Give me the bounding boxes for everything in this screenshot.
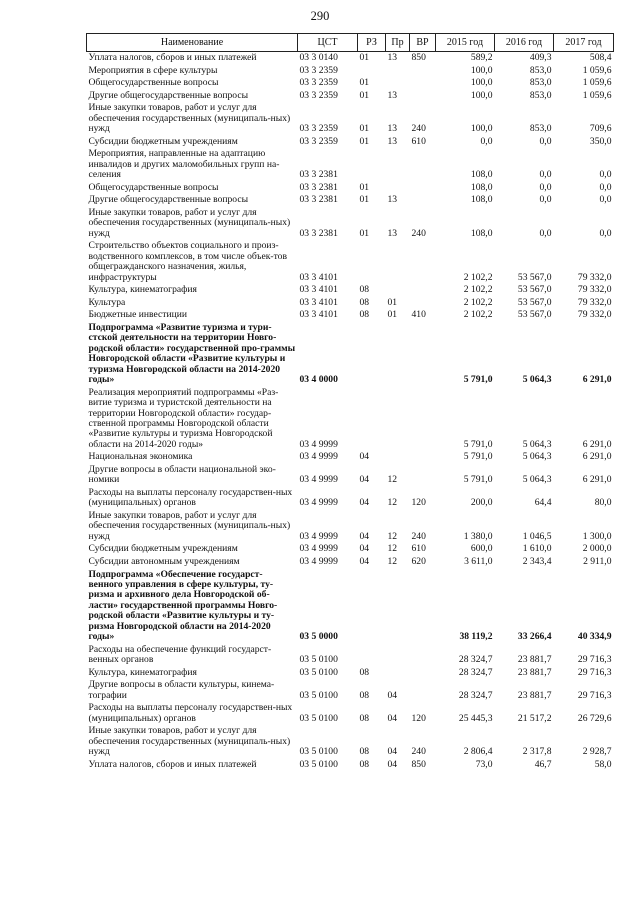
table-row: [87, 666, 614, 679]
table-row: [87, 487, 614, 510]
row-2017: 2 000,0: [582, 543, 612, 555]
row-cst: 03 3 2359: [299, 123, 338, 135]
row-name: Уплата налогов, сборов и иных платежей: [88, 52, 257, 64]
row-2016: 5 064,3: [522, 474, 552, 486]
row-pr: 13: [387, 194, 398, 206]
row-name: Культура: [88, 296, 126, 308]
row-name: Мероприятия в сфере культуры: [88, 64, 218, 76]
row-name: Другие вопросы в области культуры, кинема-тографии: [88, 679, 275, 701]
row-2015: 100,0: [470, 89, 493, 101]
row-2016: 5 064,3: [522, 451, 552, 463]
table-row: [87, 510, 614, 543]
row-vr: [410, 182, 436, 195]
row-vr: 410: [411, 309, 426, 321]
row-vr: 620: [411, 555, 426, 567]
table-row: [87, 568, 614, 643]
row-2016: 1 046,5: [522, 530, 552, 542]
row-cst: 03 4 9999: [299, 555, 338, 567]
budget-table: [86, 33, 614, 771]
row-vr: 120: [411, 712, 426, 724]
row-2016: 5 064,3: [522, 438, 552, 450]
row-pr: 01: [387, 296, 398, 308]
row-pr: 04: [387, 689, 398, 701]
row-rz: 08: [359, 758, 370, 770]
row-rz: 04: [359, 451, 370, 463]
row-name: Расходы на выплаты персоналу государствен-ных (муниципальных) органов: [88, 702, 293, 724]
row-2017: 0,0: [599, 169, 612, 181]
row-cst: 03 5 0000: [299, 630, 338, 642]
page-number: 290: [310, 9, 330, 23]
row-pr: [386, 322, 410, 387]
row-2015: 200,0: [470, 497, 493, 509]
row-cst: 03 3 0140: [299, 52, 338, 64]
table-row: [87, 102, 614, 135]
table-row: [87, 451, 614, 464]
row-vr: 240: [411, 745, 426, 757]
row-name: Общегосударственные вопросы: [88, 77, 219, 89]
row-cst: 03 3 2359: [299, 77, 338, 89]
row-2017: 40 334,9: [577, 630, 612, 642]
row-vr: 850: [411, 758, 426, 770]
row-2016: 0,0: [539, 194, 552, 206]
row-pr: [386, 666, 410, 679]
row-name: Культура, кинематография: [88, 666, 197, 678]
row-2017: 508,4: [589, 52, 612, 64]
row-cst: 03 5 0100: [299, 758, 338, 770]
row-2017: 6 291,0: [582, 374, 612, 386]
row-2015: 2 806,4: [463, 745, 493, 757]
row-vr: 850: [411, 52, 426, 64]
row-2016: 0,0: [539, 181, 552, 193]
table-row: [87, 52, 614, 65]
row-2015: 100,0: [470, 77, 493, 89]
row-2015: 108,0: [470, 227, 493, 239]
row-vr: [410, 679, 436, 702]
row-2016: 0,0: [539, 227, 552, 239]
table-row: [87, 702, 614, 725]
row-rz: 04: [359, 530, 370, 542]
row-cst: 03 5 0100: [299, 653, 338, 665]
row-2016: 64,4: [534, 497, 552, 509]
row-cst: 03 5 0100: [299, 666, 338, 678]
header-pr: Пр: [386, 34, 410, 52]
row-vr: [410, 240, 436, 284]
row-name: Иные закупки товаров, работ и услуг для обеспечения государственных (муниципаль-ных) нужд: [88, 207, 291, 239]
row-vr: 610: [411, 543, 426, 555]
row-rz: 08: [359, 309, 370, 321]
row-2017: 0,0: [599, 194, 612, 206]
row-2017: 709,6: [589, 123, 612, 135]
row-rz: 08: [359, 666, 370, 678]
row-cst: 03 4 9999: [299, 497, 338, 509]
row-2015: 28 324,7: [458, 666, 493, 678]
row-rz: 04: [359, 543, 370, 555]
row-2016: 853,0: [529, 123, 552, 135]
row-cst: 03 3 4101: [299, 296, 338, 308]
row-pr: [386, 568, 410, 643]
row-2016: 2 343,4: [522, 555, 552, 567]
row-2015: 108,0: [470, 169, 493, 181]
row-cst: 03 3 2381: [299, 194, 338, 206]
row-name: Расходы на выплаты персоналу государствен-ных (муниципальных) органов: [88, 486, 293, 509]
row-vr: [410, 451, 436, 464]
row-pr: [386, 387, 410, 452]
row-rz: [358, 568, 386, 643]
row-pr: 04: [387, 758, 398, 770]
table-row: [87, 758, 614, 771]
table-row: [87, 194, 614, 207]
row-vr: [410, 568, 436, 643]
table-row: [87, 556, 614, 569]
table-row: [87, 284, 614, 297]
row-pr: [386, 643, 410, 666]
row-2015: 100,0: [470, 64, 493, 76]
table-row: [87, 240, 614, 284]
row-2017: 2 911,0: [583, 555, 612, 567]
row-pr: 13: [387, 123, 398, 135]
table-row: [87, 543, 614, 556]
row-vr: [410, 65, 436, 78]
row-name: Субсидии автономным учреждениям: [88, 555, 240, 567]
row-2017: 1 059,6: [582, 89, 612, 101]
row-name: Другие общегосударственные вопросы: [88, 89, 249, 101]
row-cst: 03 3 4101: [299, 309, 338, 321]
row-vr: [410, 194, 436, 207]
row-2017: 29 716,3: [577, 653, 612, 665]
row-2017: 6 291,0: [582, 474, 612, 486]
header-name: Наименование: [87, 34, 298, 52]
row-2016: 2 317,8: [522, 745, 552, 757]
row-name: Общегосударственные вопросы: [88, 181, 219, 193]
row-2017: 1 059,6: [582, 77, 612, 89]
row-rz: 01: [359, 123, 370, 135]
row-vr: 240: [411, 227, 426, 239]
row-2017: 29 716,3: [577, 666, 612, 678]
row-rz: 08: [359, 745, 370, 757]
row-2016: 53 567,0: [517, 271, 552, 283]
row-2017: 80,0: [594, 497, 612, 509]
table-row: [87, 148, 614, 181]
row-vr: 610: [411, 135, 426, 147]
row-cst: 03 5 0100: [299, 689, 338, 701]
row-pr: [386, 182, 410, 195]
row-pr: 13: [387, 227, 398, 239]
row-2015: 38 119,2: [459, 630, 493, 642]
row-name: Иные закупки товаров, работ и услуг для обеспечения государственных (муниципаль-ных) нужд: [88, 725, 291, 757]
row-2017: 79 332,0: [577, 296, 612, 308]
row-rz: [358, 322, 386, 387]
row-rz: [358, 387, 386, 452]
header-2017: 2017 год: [554, 34, 614, 52]
row-cst: 03 5 0100: [299, 745, 338, 757]
table-row: [87, 65, 614, 78]
table-row: [87, 322, 614, 387]
row-rz: 08: [359, 689, 370, 701]
header-2016: 2016 год: [495, 34, 554, 52]
header-cst: ЦСТ: [298, 34, 358, 52]
row-2015: 0,0: [480, 135, 493, 147]
row-2016: 409,3: [529, 52, 552, 64]
row-pr: 12: [387, 555, 398, 567]
row-name: Подпрограмма «Обеспечение государст-венного управления в сфере культуры, ту-ризма и архивного дела Новгородской об-ласти» государственной программы Новго-родской области «Развитие культуры и ту-ризма Новгородской области на 2014-2020 годы»: [88, 568, 278, 642]
row-cst: 03 3 2359: [299, 135, 338, 147]
row-name: Мероприятия, направленные на адаптацию инвалидов и других маломобильных групп на-селения: [88, 148, 280, 181]
row-vr: [410, 643, 436, 666]
header-2015: 2015 год: [436, 34, 495, 52]
row-cst: 03 5 0100: [299, 712, 338, 724]
row-cst: 03 4 9999: [299, 530, 338, 542]
row-cst: 03 3 2359: [299, 89, 338, 101]
row-2015: 5 791,0: [463, 438, 493, 450]
row-pr: 13: [387, 135, 398, 147]
table-row: [87, 309, 614, 322]
row-vr: [410, 322, 436, 387]
row-2016: 23 881,7: [517, 666, 552, 678]
row-2015: 2 102,2: [463, 284, 493, 296]
row-vr: 240: [411, 123, 426, 135]
row-vr: 120: [411, 497, 426, 509]
row-2016: 53 567,0: [517, 296, 552, 308]
row-2015: 589,2: [470, 52, 493, 64]
table-row: [87, 464, 614, 487]
row-2015: 5 791,0: [463, 374, 493, 386]
row-2017: 1 300,0: [582, 530, 612, 542]
row-name: Реализация мероприятий подпрограммы «Раз-витие туризма и туристской деятельности на территории Новгородской области» государ-ственной программы Новгородской области «Развитие культуры и туризма Новгородской области на 2014-2020 годы»: [88, 386, 279, 450]
row-vr: [410, 284, 436, 297]
row-pr: 04: [387, 745, 398, 757]
row-2016: 23 881,7: [517, 689, 552, 701]
row-name: Бюджетные инвестиции: [88, 309, 187, 321]
row-2017: 6 291,0: [582, 438, 612, 450]
row-name: Другие вопросы в области национальной эко-номики: [88, 463, 276, 486]
row-name: Субсидии бюджетным учреждениям: [88, 543, 238, 555]
row-rz: [358, 148, 386, 181]
row-rz: 08: [359, 296, 370, 308]
row-2016: 23 881,7: [517, 653, 552, 665]
row-cst: 03 3 2381: [299, 181, 338, 193]
row-pr: [386, 284, 410, 297]
row-rz: 04: [359, 555, 370, 567]
row-2015: 2 102,2: [463, 296, 493, 308]
row-name: Подпрограмма «Развитие туризма и тури-стской деятельности на территории Новго-родской области» государственной про-граммы Новгородской области «Развитие культуры и туризма Новгородской области на 2014-2020 годы»: [88, 322, 296, 386]
row-vr: 240: [411, 530, 426, 542]
row-rz: 01: [359, 52, 370, 64]
row-rz: 08: [359, 712, 370, 724]
row-rz: 08: [359, 284, 370, 296]
row-cst: 03 3 4101: [299, 271, 338, 283]
row-2015: 28 324,7: [458, 689, 493, 701]
row-name: Субсидии бюджетным учреждениям: [88, 135, 238, 147]
row-2016: 53 567,0: [517, 284, 552, 296]
row-cst: 03 3 2381: [299, 227, 338, 239]
table-row: [87, 643, 614, 666]
row-pr: 12: [387, 530, 398, 542]
row-vr: [410, 77, 436, 90]
table-row: [87, 182, 614, 195]
row-name: Другие общегосударственные вопросы: [88, 194, 249, 206]
row-name: Национальная экономика: [88, 451, 193, 463]
row-pr: 01: [387, 309, 398, 321]
row-2015: 73,0: [475, 758, 493, 770]
row-2017: 79 332,0: [577, 284, 612, 296]
row-rz: 01: [359, 194, 370, 206]
row-2016: 853,0: [529, 77, 552, 89]
row-2016: 46,7: [534, 758, 552, 770]
table-row: [87, 297, 614, 310]
table-row: [87, 679, 614, 702]
row-cst: 03 3 2381: [299, 169, 338, 181]
row-2017: 2 928,7: [582, 745, 612, 757]
row-cst: 03 3 2359: [299, 64, 338, 76]
row-pr: 12: [387, 474, 398, 486]
table-body: [87, 52, 614, 772]
row-2015: 5 791,0: [463, 451, 493, 463]
row-2017: 58,0: [594, 758, 612, 770]
row-vr: [410, 464, 436, 487]
row-2015: 3 611,0: [464, 555, 493, 567]
row-name: Расходы на обеспечение функций государст-венных органов: [88, 643, 272, 665]
row-2016: 0,0: [539, 135, 552, 147]
row-pr: [386, 451, 410, 464]
row-name: Культура, кинематография: [88, 284, 197, 296]
row-name: Уплата налогов, сборов и иных платежей: [88, 758, 257, 770]
row-rz: 01: [359, 77, 370, 89]
row-vr: [410, 90, 436, 103]
row-name: Иные закупки товаров, работ и услуг для обеспечения государственных (муниципаль-ных) нужд: [88, 102, 291, 135]
row-2015: 25 445,3: [458, 712, 493, 724]
row-rz: 01: [359, 135, 370, 147]
row-cst: 03 4 9999: [299, 438, 338, 450]
row-2016: 21 517,2: [517, 712, 552, 724]
row-2015: 100,0: [470, 123, 493, 135]
row-name: Строительство объектов социального и произ-водственного комплексов, в том числе объек-тов общегражданского назначения, жилья, инфраструктуры: [88, 240, 287, 283]
row-vr: [410, 297, 436, 310]
row-rz: 01: [359, 181, 370, 193]
row-cst: 03 4 0000: [299, 374, 338, 386]
row-pr: [386, 77, 410, 90]
row-pr: 13: [387, 52, 398, 64]
row-2016: 853,0: [529, 89, 552, 101]
row-pr: 04: [387, 712, 398, 724]
row-rz: [358, 65, 386, 78]
row-rz: 01: [359, 227, 370, 239]
row-pr: 12: [387, 497, 398, 509]
row-2016: 33 266,4: [517, 630, 552, 642]
row-pr: [386, 65, 410, 78]
row-rz: [358, 240, 386, 284]
row-2015: 5 791,0: [463, 474, 493, 486]
row-2017: 350,0: [589, 135, 612, 147]
row-2015: 2 102,2: [463, 309, 493, 321]
row-vr: [410, 148, 436, 181]
row-pr: [386, 240, 410, 284]
row-cst: 03 4 9999: [299, 474, 338, 486]
row-pr: 12: [387, 543, 398, 555]
header-rz: РЗ: [358, 34, 386, 52]
row-2016: 53 567,0: [517, 309, 552, 321]
row-rz: 04: [359, 497, 370, 509]
table-row: [87, 77, 614, 90]
row-2015: 108,0: [470, 181, 493, 193]
table-header: [87, 34, 614, 52]
row-2016: 0,0: [539, 169, 552, 181]
row-vr: [410, 387, 436, 452]
row-2017: 26 729,6: [577, 712, 612, 724]
row-2017: 0,0: [599, 227, 612, 239]
row-2016: 853,0: [529, 64, 552, 76]
row-2015: 2 102,2: [463, 271, 493, 283]
row-2017: 79 332,0: [577, 309, 612, 321]
row-2015: 1 380,0: [463, 530, 493, 542]
table-row: [87, 387, 614, 452]
row-2016: 1 610,0: [522, 543, 552, 555]
row-pr: 13: [387, 89, 398, 101]
row-cst: 03 4 9999: [299, 543, 338, 555]
row-2017: 29 716,3: [577, 689, 612, 701]
row-2016: 5 064,3: [522, 374, 552, 386]
row-cst: 03 4 9999: [299, 451, 338, 463]
row-2017: 6 291,0: [582, 451, 612, 463]
table-row: [87, 136, 614, 149]
row-cst: 03 3 4101: [299, 284, 338, 296]
row-2017: 79 332,0: [577, 271, 612, 283]
row-vr: [410, 666, 436, 679]
table-row: [87, 725, 614, 758]
row-rz: 04: [359, 474, 370, 486]
row-2015: 28 324,7: [458, 653, 493, 665]
row-2015: 600,0: [470, 543, 493, 555]
row-2017: 0,0: [599, 181, 612, 193]
table-row: [87, 207, 614, 240]
row-2015: 108,0: [470, 194, 493, 206]
header-vr: ВР: [410, 34, 436, 52]
row-2017: 1 059,6: [582, 64, 612, 76]
row-rz: [358, 643, 386, 666]
table-row: [87, 90, 614, 103]
row-pr: [386, 148, 410, 181]
row-name: Иные закупки товаров, работ и услуг для обеспечения государственных (муниципаль-ных) нужд: [88, 509, 291, 542]
row-rz: 01: [359, 89, 370, 101]
